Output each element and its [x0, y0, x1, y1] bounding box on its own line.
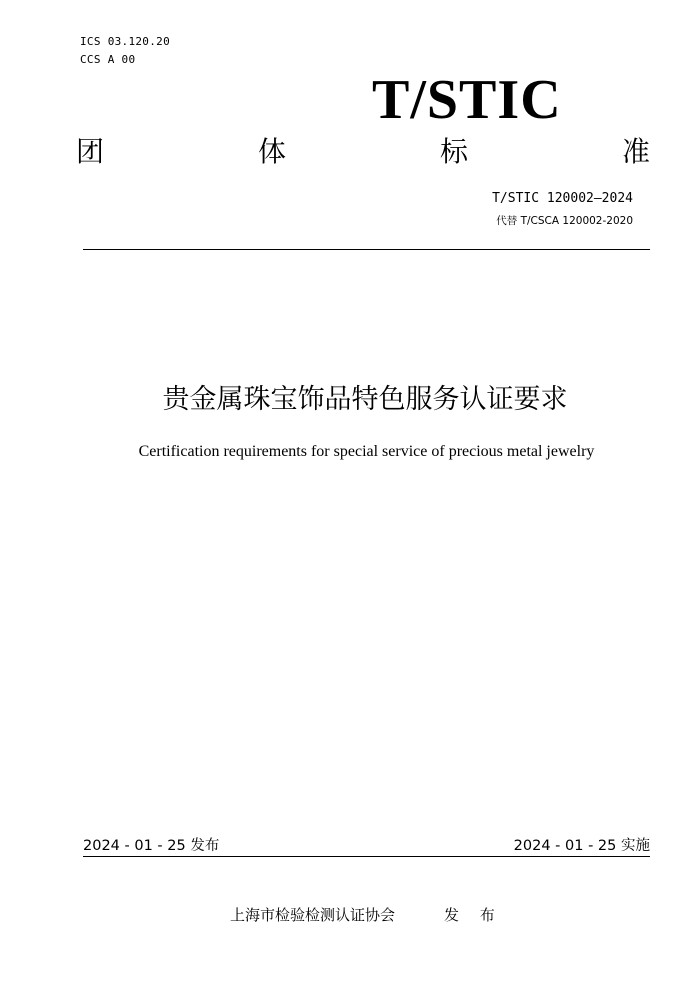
publisher-name: 上海市检验检测认证协会 [230, 906, 396, 924]
issue-date: 2024 - 01 - 25 发布 [83, 838, 220, 854]
standard-type-char: 准 [621, 135, 650, 168]
document-title-chinese: 贵金属珠宝饰品特色服务认证要求 [162, 384, 568, 415]
standard-brand-logo: T/STIC [372, 69, 562, 131]
ccs-code: CCS A 00 [80, 53, 136, 66]
standard-type-char: 体 [257, 135, 286, 168]
replaced-standard: 代替 T/CSCA 120002-2020 [496, 215, 633, 227]
publish-label: 发 布 [444, 906, 503, 924]
implementation-date: 2024 - 01 - 25 实施 [513, 838, 650, 854]
standard-type-heading [76, 134, 650, 170]
document-title-english: Certification requirements for special service of precious metal jewelry [138, 443, 595, 460]
ics-code: ICS 03.120.20 [80, 35, 170, 48]
standard-number: T/STIC 120002—2024 [492, 191, 633, 206]
standard-type-char: 团 [76, 135, 105, 168]
footer-divider [83, 856, 650, 857]
standard-type-char: 标 [439, 135, 468, 168]
header-divider [83, 249, 650, 250]
